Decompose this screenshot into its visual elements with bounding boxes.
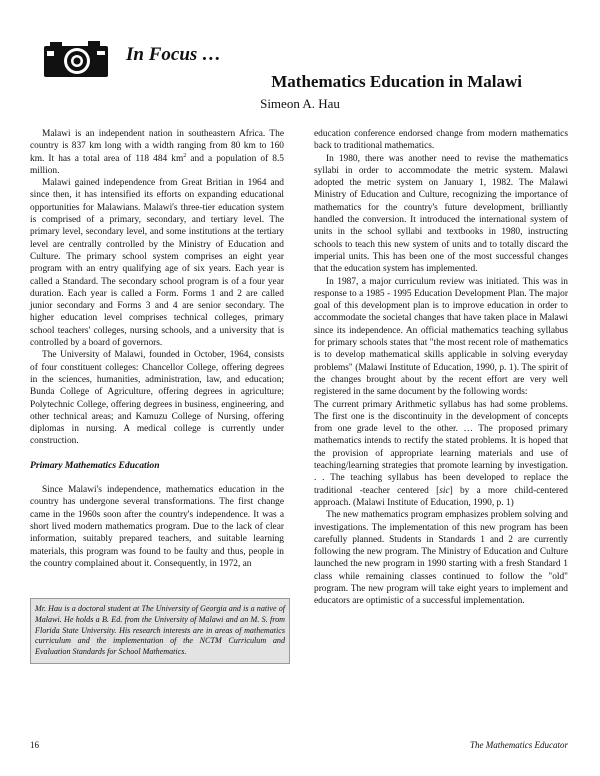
- paragraph: In 1987, a major curriculum review was initiated. This was in response to a 1985 - 1995 Education Development Plan. The major goal of this development plan is to improve education in order to accommodate the societal changes that have taken place in Malawi since its independence. An official mathematics teaching syllabus for primary schools states that "the most recent role of mathematics is to develop mathematical skills applicable in solving everyday problems" (Malawi Institute of Education, 1990, p. 1). The spirit of the changes brought about by the recent effort are very well registered in the same document by the following words:: [314, 276, 568, 398]
- paragraph: Malawi gained independence from Great Britian in 1964 and since then, it has intensified its efforts on expanding educational opportunities for Malawians. Malawi's three-tier education system is comprised of a primary, secondary, and tertiary level. The primary level, secondary level, and some institutions at the tertiary level are centrally controlled by the Ministry of Education and Culture. The primary school system comprises an eight year program with an entry qualifying age of six years. Each year is called a Standard. The secondary school program is of a four year duration. Each year is called a Form. Forms 1 and 2 are called junior secondary and Forms 3 and 4 are senior secondary. The higher education level comprises technical colleges, primary school teachers' colleges, nursing schools, and a university that is controlled by a board of governors.: [30, 178, 284, 349]
- paragraph: Malawi is an independent nation in southeastern Africa. The country is 837 km long with a width ranging from 80 km to 160 km. It has a total area of 118 484 $km^2$ and a population of 8.5 million.: [30, 129, 284, 176]
- page-title: Mathematics Education in Malawi: [271, 72, 522, 91]
- block-quote: The current primary Arithmetic syllabus has had some problems. The first one is the discontinuity in the development of concepts from one grade level to the other. … The proposed primary mathematics intends to rectify the stated problems. It is hoped that the provision of appropriate learning materials and use of teaching/learning strategies that promote learning by investigation. . . The teaching syllabus has been developed to replace the traditional -teacher centered [sic] by a more child-centered approach. (Malawi Institute of Education, 1990, p. 1): [314, 399, 568, 508]
- paragraph: The new mathematics program emphasizes problem solving and investigations. The implementation of this new program has been carefully planned. Students in Standards 1 and 2 are currently following the new program. The Ministry of Education and Culture launched the new program in 1990 starting with a fresh Standard 1 class while remaining classes continued to follow the "old" program. The new program will take eight years to implement and educators are optimistic of a successful implementation.: [314, 510, 568, 607]
- paragraph: Since Malawi's independence, mathematics education in the country has undergone several transformations. The first change came in the 1960s soon after the country's independence. It was a short lived modern mathematics program. Due to the lack of clear information, suitably prepared teachers, and suitable learning materials, this program was found to be faulty and thus, people in the country complained about it. Consequently, in 1972, an: [30, 485, 284, 569]
- author-name: Simeon A. Hau: [260, 96, 340, 111]
- paragraph: In 1980, there was another need to revise the mathematics syllabi in order to accommodate the metric system. Malawi adopted the metric system on January 1, 1982. The Malawi Ministry of Education and Culture, recognizing the importance of mathematics for the country's future development, brilliantly handled the conversion. It introduced the international system of units in the school syllabi and textbooks in 1980, instructing schools to teach this new system of units and to totally discard the imperial units. This has been one of the most successful changes that the education system has implemented.: [314, 153, 568, 275]
- author-bio-box: Mr. Hau is a doctoral student at The University of Georgia and is a native of Malawi. He holds a B. Ed. from the University of Malawi and an M. S. from Florida State University. His research interests are in areas of mathematics curriculum and the implementation of the NCTM Curriculum and Evaluation Standards for School Mathematics.: [30, 598, 290, 664]
- paragraph: The University of Malawi, founded in October, 1964, consists of four constituent colleges: Chancellor College, offering degrees in the sciences, humanities, administration, law, and education; Bunda College of Agriculture, offering degrees in agriculture; Polytechnic College, offering degrees in business, engineering, and other technical areas; and Kamuzu College of Nursing, offering diplomas in nursing. A medical college is currently under construction.: [30, 350, 284, 447]
- left-column: [30, 128, 284, 570]
- section-kicker: In Focus …: [126, 44, 222, 65]
- paragraph: education conference endorsed change from modern mathematics back to traditional mathematics.: [314, 129, 568, 152]
- camera-icon: [42, 38, 110, 78]
- journal-name: The Mathematics Educator: [470, 740, 568, 750]
- page-number: 16: [30, 740, 39, 750]
- right-column: [314, 128, 568, 608]
- section-heading: Primary Mathematics Education: [30, 459, 160, 471]
